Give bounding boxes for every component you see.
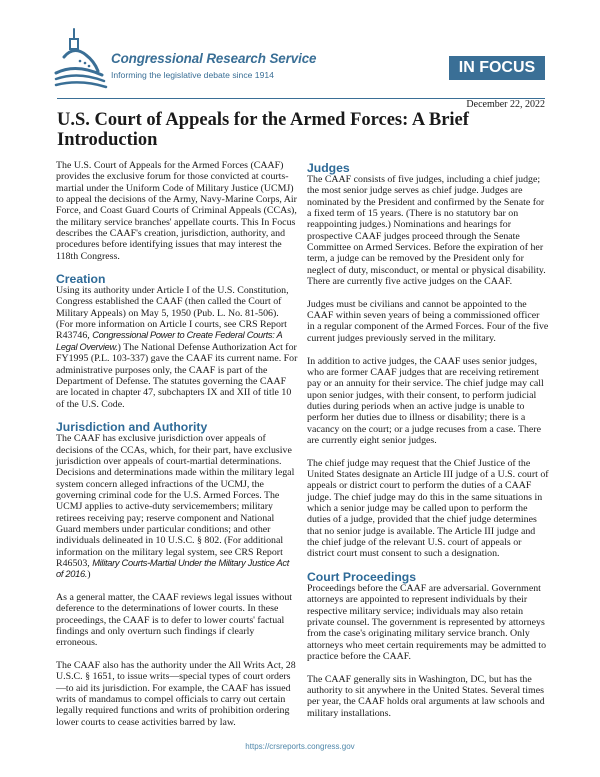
judges-paragraph-4: The chief judge may request that the Chief Justice of the United States designate an Article III judge of a U.S. court of appeals or district court to perform the duties of a CAAF judge. The chief judge may do this in the same situations in which a senior judge may be called upon to perform the duties of a judge, provided that the chief judge determines that no senior judge is available. The Article III judge and the chief judge of the relevant U.S. court of appeals or district court must consent to such a designation. — [307, 457, 549, 560]
page-title: U.S. Court of Appeals for the Armed Forces: A Brief Introduction — [57, 110, 469, 150]
report-title-link: Congressional Power to Create Federal Courts: A Legal Overview. — [56, 330, 283, 352]
proceedings-paragraph-2: The CAAF generally sits in Washington, DC, but has the authority to sit anywhere in the United States. Several times per year, the CAAF holds oral arguments at law schools and military installations. — [307, 673, 545, 719]
jurisdiction-paragraph-1 — [56, 433, 298, 580]
judges-paragraph-3: In addition to active judges, the CAAF uses senior judges, who are former CAAF judges that are receiving retirement pay or an annuity for their service. The chief judge may call upon senior judges, with their consent, to perform judicial duties during periods when an active judge is unable to perform her duties due to illness or disability; there is a vacancy on the court; or a judge recuses from a case. There are currently eight senior judges. — [307, 355, 544, 446]
jurisdiction-text: The CAAF has exclusive jurisdiction over appeals of decisions of the CCAs, which, for their part, have exclusive jurisdiction over appeals of court-martial determinations. Decisions and determinations made within the military legal system concern alleged infractions of the UCMJ, the governing criminal code for the U.S. Armed Forces. The UCMJ applies to active-duty servicemembers; military retirees receiving pay; reserve component and National Guard members under particular conditions; and other individuals delineated in 10 U.S.C. § 802. (For additional information on the military legal system, see CRS Report R46503, — [56, 433, 295, 569]
judges-paragraph-1: The CAAF consists of five judges, including a chief judge; the most senior judge serves as chief judge. Judges are nominated by the President and confirmed by the Senate for a fixed term of 15 years. (There is no statutory bar on reappointing judges.) Nominations and hearings for prospective CAAF judges proceed through the Senate Committee on Armed Services. Before the expiration of her term, a judge can be removed by the President only for neglect of duty, misconduct, or mental or physical disability. There are currently five active judges on the CAAF. — [307, 174, 546, 288]
capitol-dome-icon — [54, 27, 110, 89]
section-heading-proceedings: Court Proceedings — [307, 570, 417, 585]
section-heading-creation: Creation — [56, 272, 106, 287]
judges-paragraph-2: Judges must be civilians and cannot be appointed to the CAAF within seven years of being a commissioned officer in a regular component of the Armed Forces. Four of the five current judges previously served in the military. — [307, 298, 549, 344]
section-heading-judges: Judges — [307, 161, 350, 175]
jurisdiction-text-cont: ) — [87, 569, 91, 581]
left-column — [56, 160, 298, 740]
in-focus-badge: IN FOCUS — [449, 56, 545, 80]
section-heading-jurisdiction: Jurisdiction and Authority — [56, 420, 208, 435]
right-column — [307, 160, 549, 731]
footer-url-link[interactable]: https://crsreports.congress.gov — [245, 742, 355, 751]
creation-text: Using its authority under Article I of the U.S. Constitution, Congress established the CAAF (then called the Court of Military Appeals) on May 5, 1950 (Pub. L. No. 81-506). (For more information on Article I courts, see CRS Report R43746, — [56, 285, 289, 342]
publication-date: December 22, 2022 — [466, 99, 545, 110]
creation-text-cont: ) The National Defense Authorization Act for FY1995 (P.L. 103-337) gave the CAAF its current name. For administrative purposes only, the CAAF is part of the Department of Defense. The statutes governing the CAAF are located in chapter 47, subchapters IX and XII of title 10 of the U.S. Code. — [56, 341, 298, 410]
org-name: Congressional Research Service — [111, 51, 317, 66]
jurisdiction-paragraph-3: The CAAF also has the authority under the All Writs Act, 28 U.S.C. § 1651, to issue writs—special types of court orders—to aid its jurisdiction. For example, the CAAF has issued writs of mandamus to compel officials to carry out certain legally required functions and writs of prohibition ordering lower courts to cease activities barred by law. — [56, 660, 296, 728]
report-title-link: Military Courts-Martial Under the Military Justice Act of 2016. — [56, 558, 290, 580]
jurisdiction-paragraph-2: As a general matter, the CAAF reviews legal issues without deference to the determinations of lower courts. In these proceedings, the CAAF is to defer to lower courts' factual findings and only overturn such findings if clearly erroneous. — [56, 592, 293, 649]
proceedings-paragraph-1: Proceedings before the CAAF are adversarial. Government attorneys are appointed to represent individuals by their respective military service; individuals may also retain private counsel. The government is represented by attorneys from the case's originating military service branch. Only attorneys who meet certain requirements may be admitted to practice before the CAAF. — [307, 583, 547, 663]
intro-paragraph: The U.S. Court of Appeals for the Armed Forces (CAAF) provides the exclusive forum for those convicted at courts-martial under the Uniform Code of Military Justice (UCMJ) to appeal the decisions of the Army, Navy-Marine Corps, Air Force, and Coast Guard Courts of Criminal Appeals (CCAs), the military service branches' appellate courts. This In Focus describes the CAAF's creation, jurisdiction, authority, and procedures before identifying issues that may interest the 118th Congress. — [56, 160, 297, 262]
creation-paragraph — [56, 285, 298, 410]
org-tagline: Informing the legislative debate since 1914 — [111, 70, 274, 80]
